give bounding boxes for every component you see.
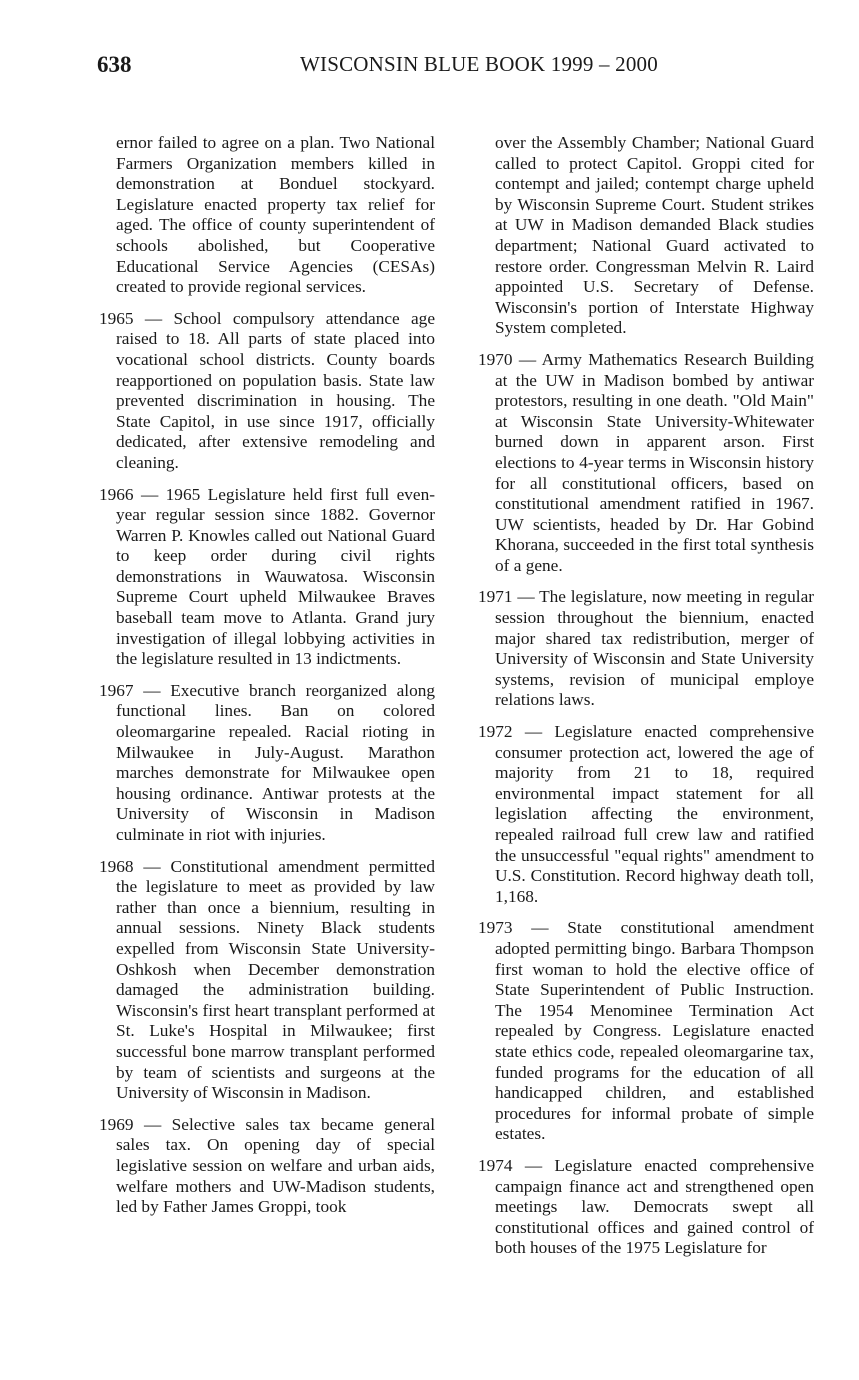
entry-1967: 1967 — Executive branch reorganized along functional lines. Ban on colored oleomargarine repealed. Racial rioting in Milwaukee in July-August. Marathon marches demonstrate for Milwaukee open housing ordinance. Antiwar protests at the University of Wisconsin in Madison culminate in riot with injuries. (99, 680, 435, 844)
entry-1969-continuation: over the Assembly Chamber; National Guard called to protect Capitol. Groppi cited for contempt and jailed; contempt charge upheld by Wisconsin Supreme Court. Student strikes at UW in Madison demanded Black studies department; National Guard activated to restore order. Congressman Melvin R. Laird appointed U.S. Secretary of Defense. Wisconsin's portion of Interstate Highway System completed. (495, 133, 814, 338)
entry-1968: 1968 — Constitutional amendment permitted the legislature to meet as provided by law rather than once a biennium, resulting in annual sessions. Ninety Black students expelled from Wisconsin State University-Oshkosh when December demonstration damaged the administration building. Wisconsin's first heart transplant performed at St. Luke's Hospital in Milwaukee; first successful bone marrow transplant performed by team of scientists and surgeons at the University of Wisconsin in Madison. (99, 856, 435, 1103)
entry-1973: 1973 — State constitutional amendment adopted permitting bingo. Barbara Thompson first woman to hold the elective office of State Superintendent of Public Instruction. The 1954 Menominee Termination Act repealed by Congress. Legislature enacted state ethics code, repealed oleomargarine tax, funded programs for the education of all handicapped children, and established procedures for informal probate of simple estates. (478, 918, 814, 1144)
page-header (0, 52, 859, 82)
entry-continuation: ernor failed to agree on a plan. Two National Farmers Organization members killed in demonstration at Bonduel stockyard. Legislature enacted property tax relief for aged. The office of county superintendent of schools abolished, but Cooperative Educational Service Agencies (CESAs) created to provide regional services. (116, 133, 435, 297)
entry-1974: 1974 — Legislature enacted comprehensive campaign finance act and strengthened open meetings law. Democrats swept all constitutional offices and gained control of both houses of the 1975 Legislature for (478, 1155, 814, 1258)
right-column (478, 133, 814, 1270)
page-number: 638 (97, 52, 132, 77)
left-column (99, 133, 435, 1229)
running-title: WISCONSIN BLUE BOOK 1999 – 2000 (300, 52, 658, 76)
entry-1969: 1969 — Selective sales tax became general sales tax. On opening day of special legislative session on welfare and urban aids, welfare mothers and UW-Madison students, led by Father James Groppi, took (99, 1114, 435, 1217)
entry-1965: 1965 — School compulsory attendance age raised to 18. All parts of state placed into vocational school districts. County boards reapportioned on population basis. State law prevented discrimination in housing. The State Capitol, in use since 1917, officially dedicated, after extensive remodeling and cleaning. (99, 308, 435, 472)
entry-1966: 1966 — 1965 Legislature held first full even-year regular session since 1882. Governor Warren P. Knowles called out National Guard to keep order during civil rights demonstrations in Wauwatosa. Wisconsin Supreme Court upheld Milwaukee Braves baseball team move to Atlanta. Grand jury investigation of illegal lobbying activities in the legislature resulted in 13 indictments. (99, 484, 435, 669)
entry-1971: 1971 — The legislature, now meeting in regular session throughout the biennium, enacted major shared tax redistribution, merger of University of Wisconsin and State University systems, revision of municipal employe relations laws. (478, 587, 814, 710)
entry-1972: 1972 — Legislature enacted comprehensive consumer protection act, lowered the age of majority from 21 to 18, required environmental impact statement for all legislation affecting the environment, repealed railroad full crew law and ratified the unsuccessful "equal rights" amendment to U.S. Constitution. Record highway death toll, 1,168. (478, 722, 814, 906)
entry-1970: 1970 — Army Mathematics Research Building at the UW in Madison bombed by antiwar protestors, resulting in one death. "Old Main" at Wisconsin State University-Whitewater burned down in apparent arson. First elections to 4-year terms in Wisconsin history for all constitutional officers, based on constitutional amendment ratified in 1967. UW scientists, headed by Dr. Har Gobind Khorana, succeeded in the first total synthesis of a gene. (478, 349, 814, 575)
